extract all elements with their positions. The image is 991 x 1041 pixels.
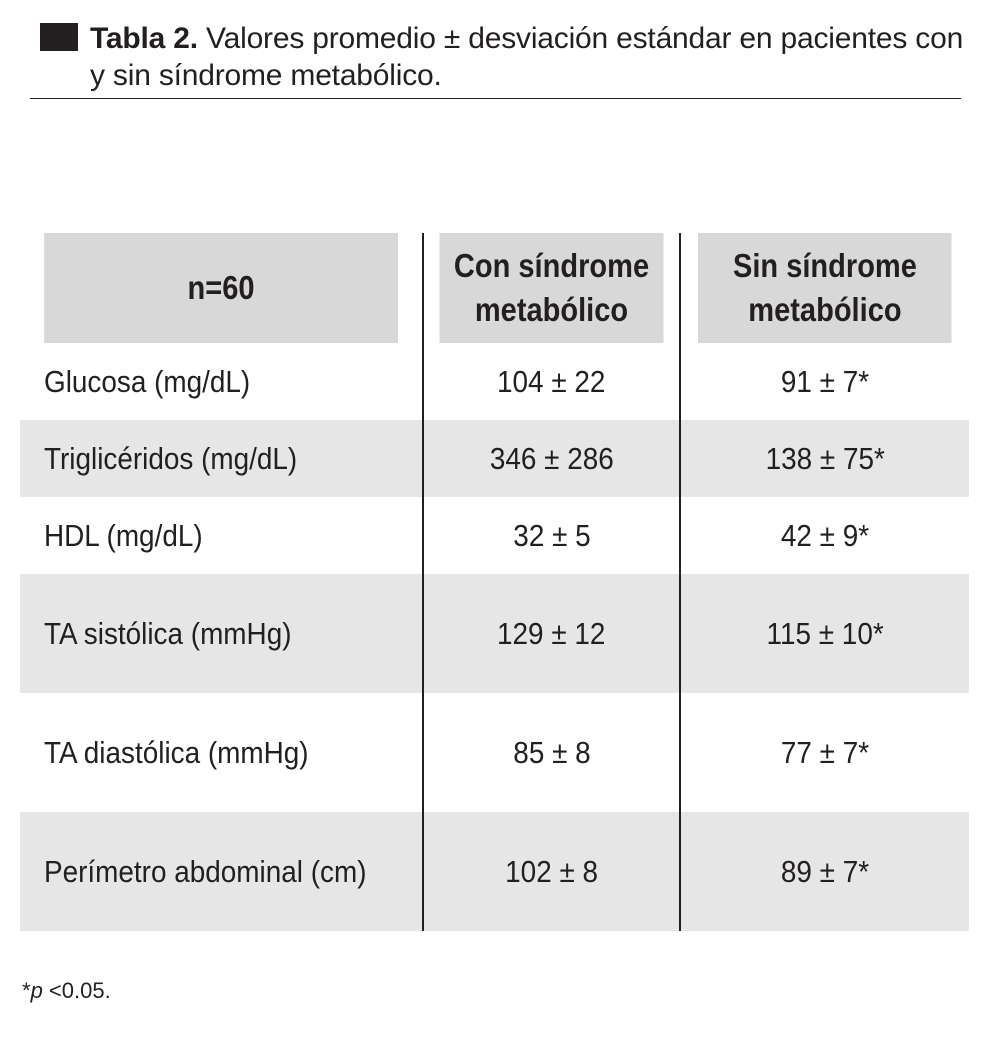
header-con-sindrome: Con síndrome metabólico bbox=[438, 233, 664, 343]
table-row bbox=[20, 343, 969, 420]
table-row bbox=[20, 497, 969, 574]
caption-rule bbox=[30, 98, 961, 99]
footnote-p: p bbox=[30, 978, 43, 1003]
footnote-star: * bbox=[22, 978, 31, 1003]
table-row bbox=[20, 693, 969, 812]
table-row bbox=[20, 574, 969, 693]
cell-sin: 91 ± 7* bbox=[680, 343, 969, 420]
cell-con: 346 ± 286 bbox=[423, 420, 680, 497]
row-label: Triglicéridos (mg/dL) bbox=[20, 420, 423, 497]
caption-text bbox=[90, 20, 965, 94]
header-n: n=60 bbox=[44, 233, 399, 343]
caption-description: Valores promedio ± desviación estándar en pacientes con y sin síndrome metabólico. bbox=[90, 22, 964, 92]
cell-con: 104 ± 22 bbox=[423, 343, 680, 420]
row-label: Glucosa (mg/dL) bbox=[44, 363, 251, 399]
cell-con: 32 ± 5 bbox=[423, 497, 680, 574]
cell-sin: 115 ± 10* bbox=[680, 574, 969, 693]
cell-con: 85 ± 8 bbox=[423, 693, 680, 812]
cell-sin: 138 ± 75* bbox=[680, 420, 969, 497]
row-label: HDL (mg/dL) bbox=[44, 517, 203, 553]
row-label: Perímetro abdominal (cm) bbox=[20, 812, 423, 931]
cell-sin: 42 ± 9* bbox=[680, 497, 969, 574]
cell-sin: 89 ± 7* bbox=[680, 812, 969, 931]
table-footnote bbox=[22, 978, 111, 1004]
footnote-rest: <0.05. bbox=[42, 978, 111, 1003]
cell-con: 129 ± 12 bbox=[423, 574, 680, 693]
data-table bbox=[20, 233, 969, 931]
header-sin-sindrome: Sin síndrome metabólico bbox=[697, 233, 951, 343]
table-caption bbox=[40, 20, 965, 94]
caption-label: Tabla 2. bbox=[90, 22, 198, 55]
table-row bbox=[20, 812, 969, 931]
row-label: TA sistólica (mmHg) bbox=[20, 574, 423, 693]
header-row bbox=[20, 233, 969, 343]
caption-marker bbox=[40, 23, 78, 51]
row-label: TA diastólica (mmHg) bbox=[44, 734, 309, 770]
cell-con: 102 ± 8 bbox=[423, 812, 680, 931]
cell-sin: 77 ± 7* bbox=[680, 693, 969, 812]
table-row bbox=[20, 420, 969, 497]
